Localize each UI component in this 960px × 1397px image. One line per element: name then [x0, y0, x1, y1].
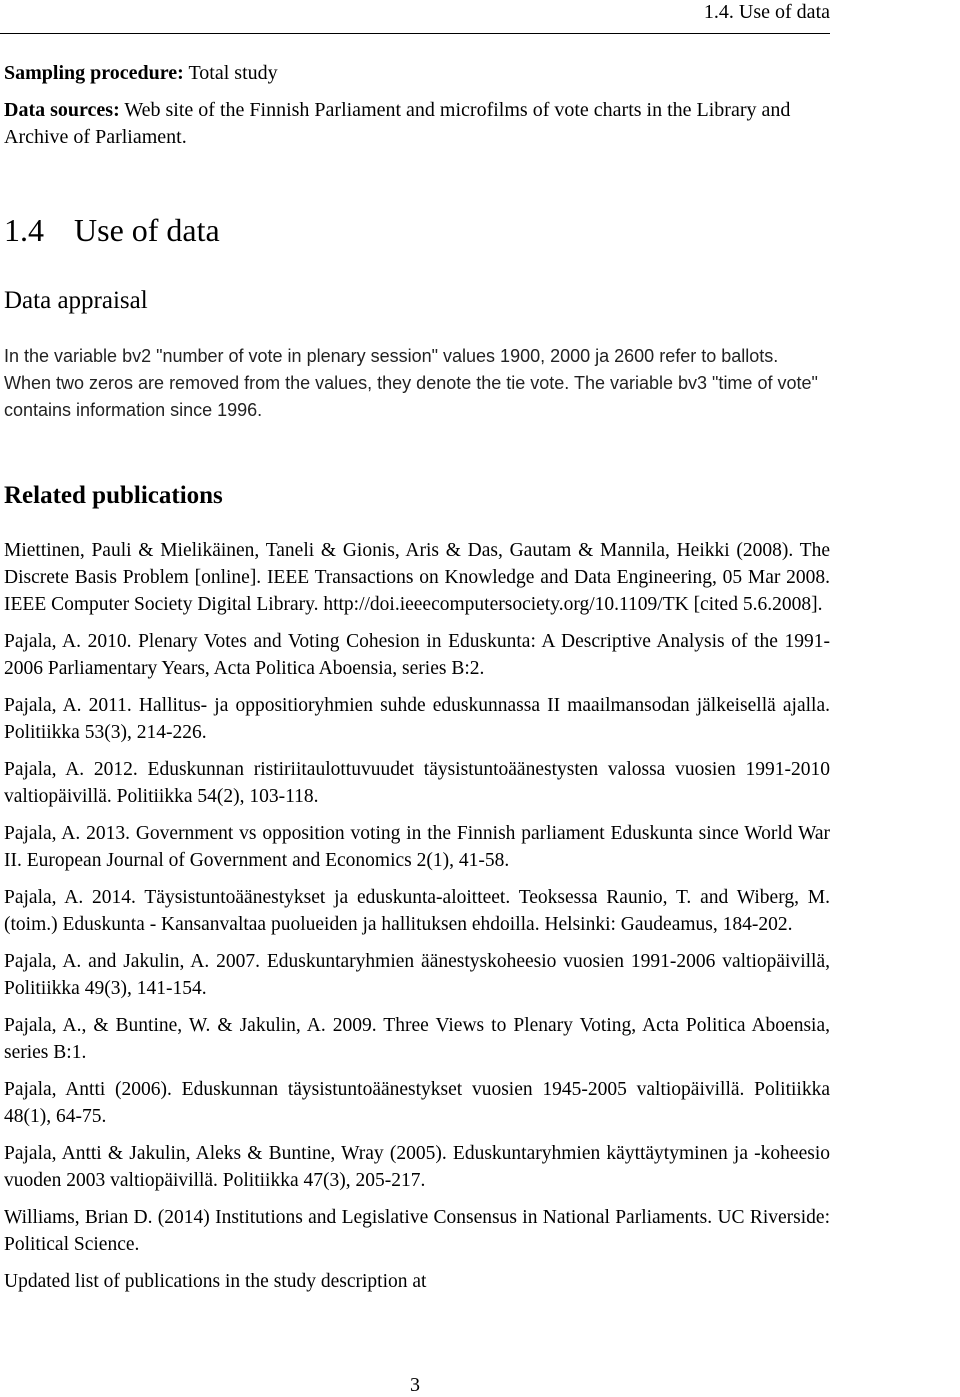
reference-item: Williams, Brian D. (2014) Institutions and Legislative Consensus in National Parliaments. UC Riverside: Political Science. [4, 1207, 830, 1255]
sources-value: Web site of the Finnish Parliament and microfilms of vote charts in the Library and Archive of Parliament. [4, 99, 791, 148]
sampling-value: Total study [183, 62, 278, 84]
section-title: Use of data [74, 212, 220, 248]
reference-item: Miettinen, Pauli & Mielikäinen, Taneli & Gionis, Aris & Das, Gautam & Mannila, Heikki (2008). The Discrete Basis Problem [online]. IEEE Transactions on Knowledge and Data Engineering, 05 Mar 2008. IEEE Computer Society Digital Library. http://doi.ieeecomputersociety.org/10.1109/TK [cited 5.6.2008]. [4, 540, 830, 615]
data-appraisal-text: In the variable bv2 "number of vote in plenary session" values 1900, 2000 ja 2600 refer to ballots. When two zeros are removed from the values, they denote the tie vote. The variable bv3 "time of vote" contains information since 1996. [4, 346, 818, 420]
sampling-procedure [4, 60, 830, 87]
reference-item: Pajala, A. 2012. Eduskunnan ristiriitaulottuvuudet täysistuntoäänestysten valossa vuosien 1991-2010 valtiopäivillä. Politiikka 54(2), 103-118. [4, 759, 830, 807]
section-number: 1.4 [4, 212, 44, 248]
reference-item: Pajala, A. and Jakulin, A. 2007. Eduskuntaryhmien äänestyskoheesio vuosien 1991-2006 valtiopäivillä, Politiikka 49(3), 141-154. [4, 951, 830, 999]
reference-item: Pajala, A. 2010. Plenary Votes and Voting Cohesion in Eduskunta: A Descriptive Analysis of the 1991-2006 Parliamentary Years, Acta Politica Aboensia, series B:2. [4, 631, 830, 679]
reference-item: Pajala, A. 2014. Täysistuntoäänestykset ja eduskunta-aloitteet. Teoksessa Raunio, T. and Wiberg, M. (toim.) Eduskunta - Kansanvaltaa puolueiden ja hallituksen ehdoilla. Helsinki: Gaudeamus, 184-202. [4, 887, 830, 935]
reference-list [4, 537, 830, 1305]
sources-label: Data sources: [4, 99, 120, 121]
reference-item: Pajala, Antti & Jakulin, Aleks & Buntine, Wray (2005). Eduskuntaryhmien käyttäytyminen ja -koheesio vuoden 2003 valtiopäivillä. Politiikka 47(3), 205-217. [4, 1143, 830, 1191]
reference-item: Updated list of publications in the study description at [4, 1271, 427, 1292]
data-appraisal-heading: Data appraisal [4, 287, 148, 314]
page-number: 3 [410, 1374, 420, 1396]
reference-item: Pajala, Antti (2006). Eduskunnan täysistuntoäänestykset vuosien 1945-2005 valtiopäivillä. Politiikka 48(1), 64-75. [4, 1079, 830, 1127]
running-header: 1.4. Use of data [703, 1, 830, 23]
header-rule [0, 33, 830, 34]
reference-item: Pajala, A. 2011. Hallitus- ja oppositioryhmien suhde eduskunnassa II maailmansodan jälkeisellä ajalla. Politiikka 53(3), 214-226. [4, 695, 830, 743]
reference-item: Pajala, A., & Buntine, W. & Jakulin, A. 2009. Three Views to Plenary Voting, Acta Politica Aboensia, series B:1. [4, 1015, 830, 1063]
section-heading [4, 210, 220, 250]
reference-item: Pajala, A. 2013. Government vs opposition voting in the Finnish parliament Eduskunta since World War II. European Journal of Government and Economics 2(1), 41-58. [4, 823, 830, 871]
related-publications-heading: Related publications [4, 482, 223, 509]
sampling-label: Sampling procedure: [4, 62, 184, 84]
data-sources [4, 97, 830, 151]
